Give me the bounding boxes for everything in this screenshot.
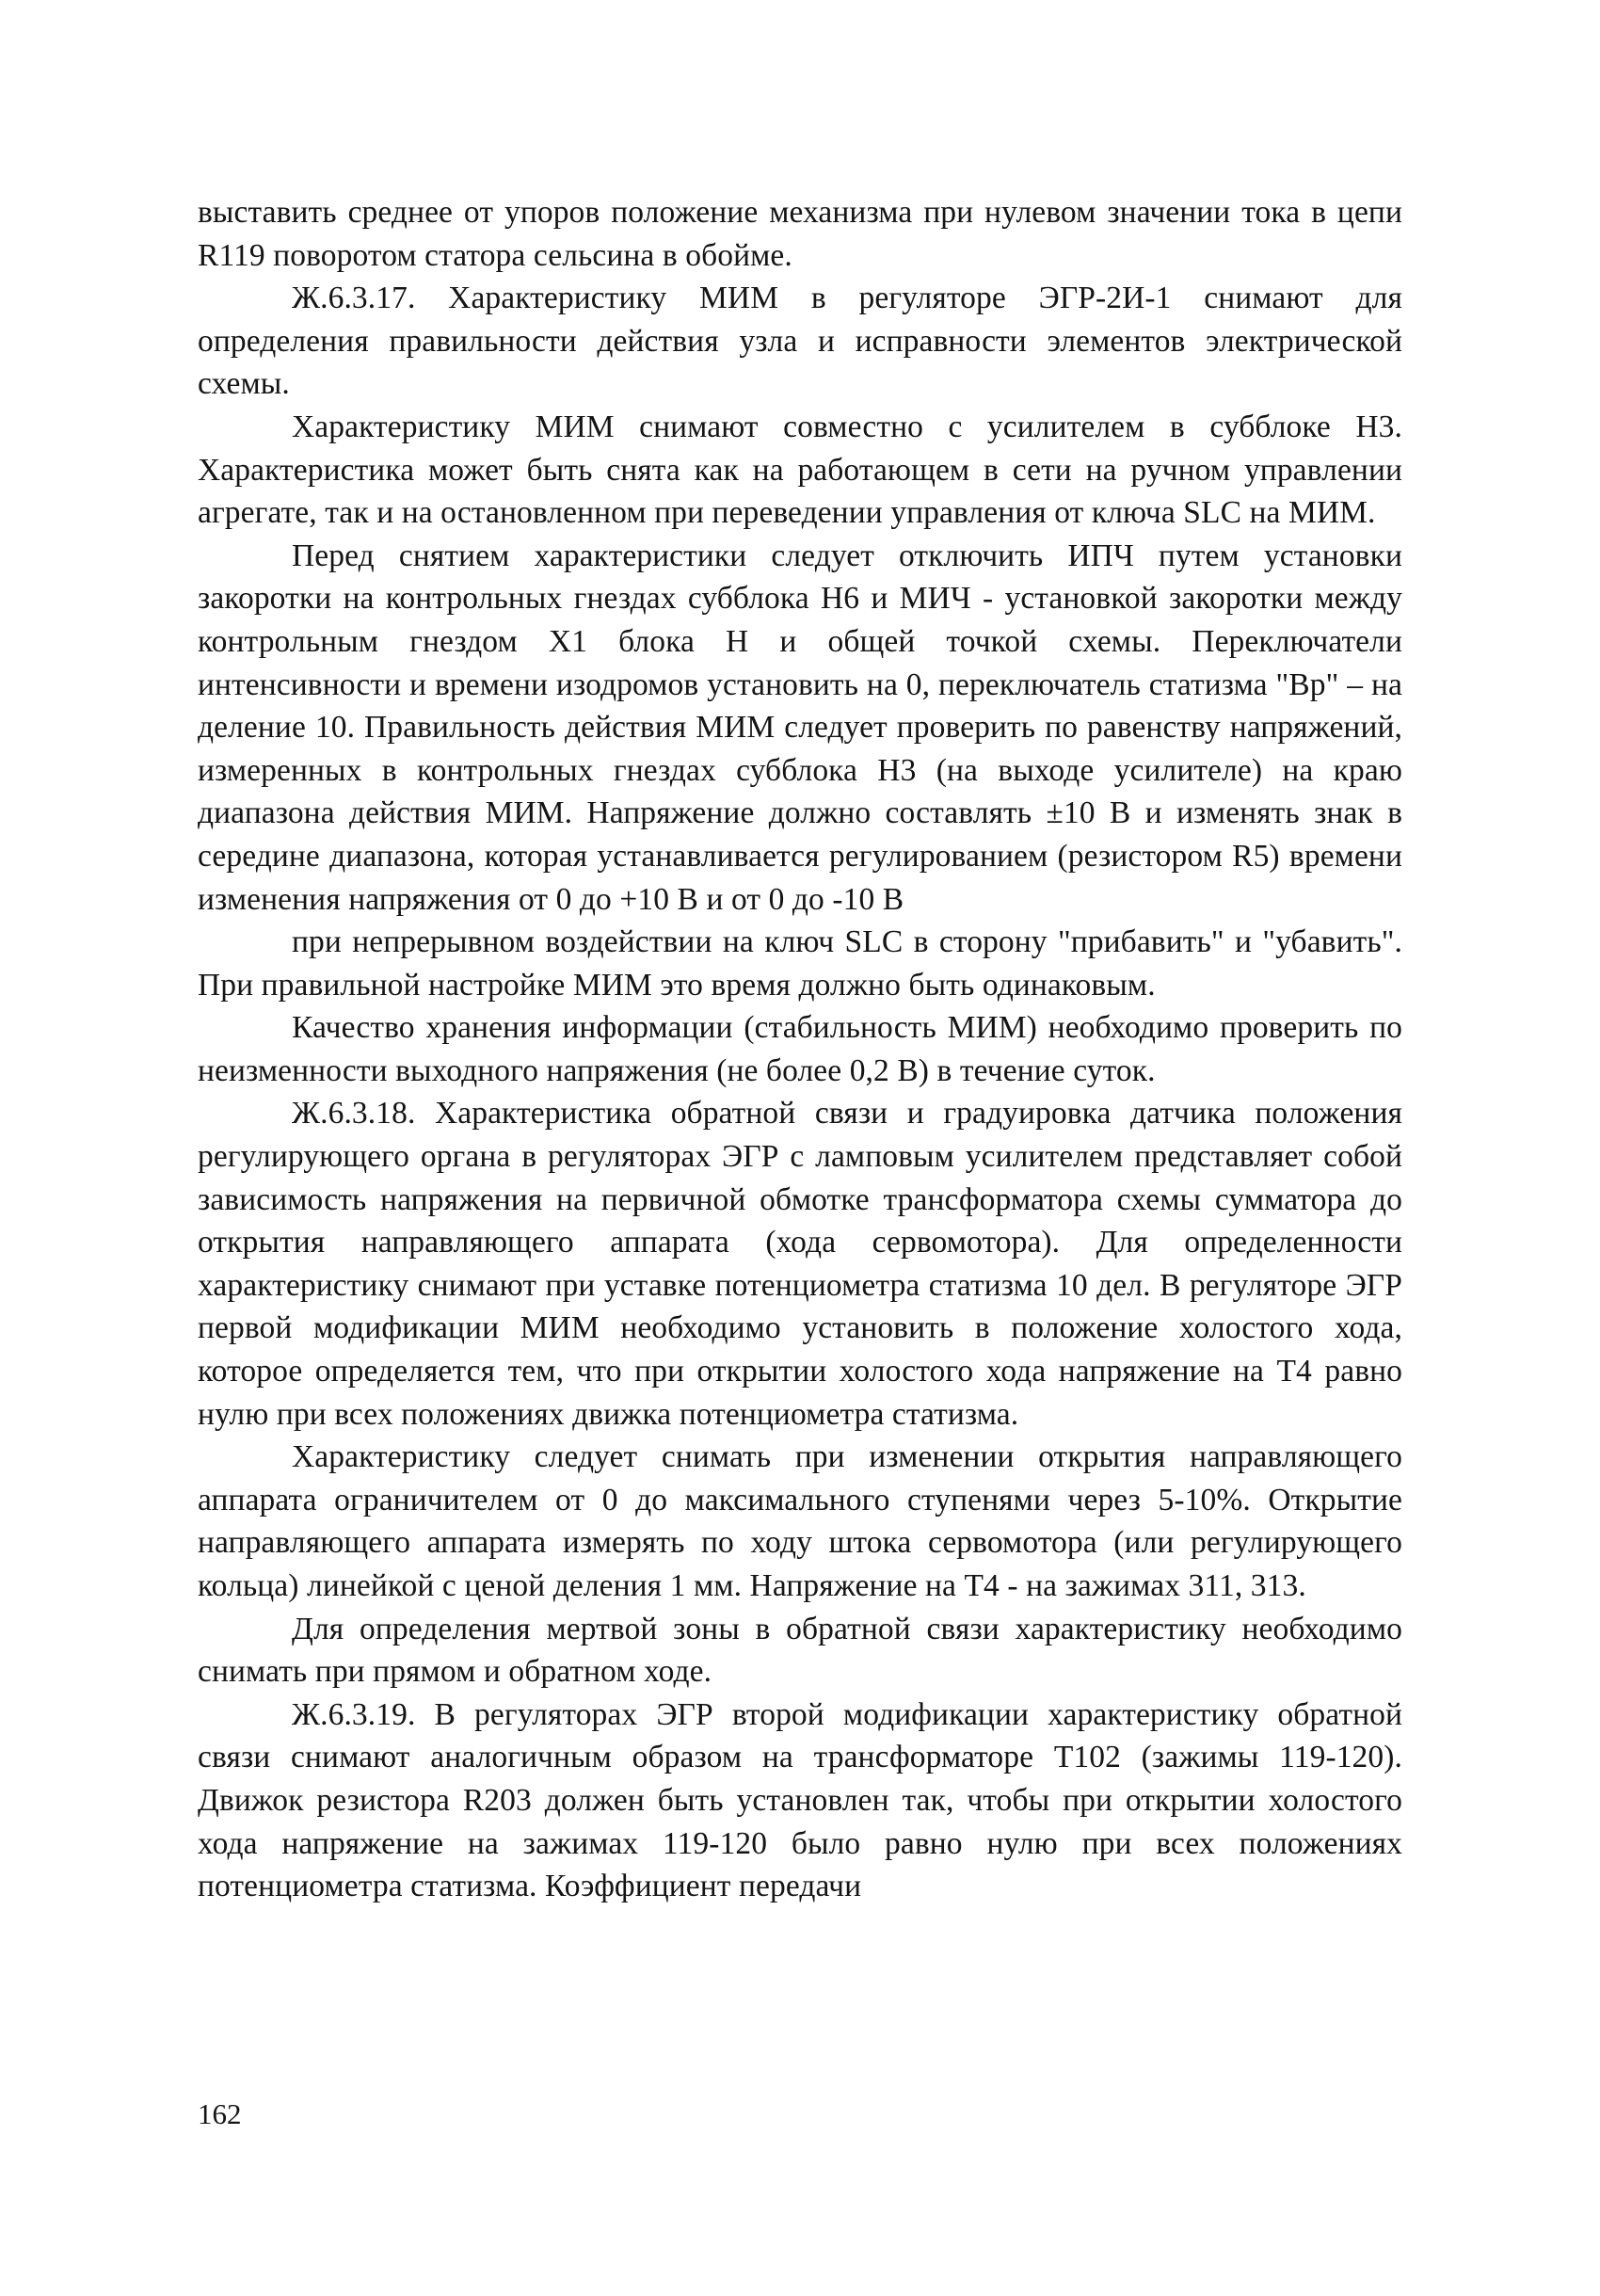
paragraph-continuation: выставить среднее от упоров положение механизма при нулевом значении тока в цепи R119 поворотом статора сельсина в обойме.: [198, 195, 1402, 273]
paragraph-storage-quality: Качество хранения информации (стабильность МИМ) необходимо проверить по неизменности выходного напряжения (не более 0,2 В) в течение суток.: [198, 1010, 1402, 1088]
page-number: 162: [198, 2097, 242, 2130]
paragraph-slc-continuous: при непрерывном воздействии на ключ SLC в сторону "прибавить" и "убавить". При правильной настройке МИМ это время должно быть одинаковым.: [198, 924, 1402, 1003]
paragraph-section-17: Ж.6.3.17. Характеристику МИМ в регуляторе ЭГР-2И-1 снимают для определения правильности действия узла и исправности элементов электрической схемы.: [198, 281, 1402, 402]
paragraph-before-measurement: Перед снятием характеристики следует отключить ИПЧ путем установки закоротки на контрольных гнездах субблока Н6 и МИЧ - установкой закоротки между контрольным гнездом X1 блока Н и общей точкой схемы. Переключатели интенсивности и времени изодромов установить на 0, переключатель статизма "Вр" – на деление 10. Правильность действия МИМ следует проверить по равенству напряжений, измеренных в контрольных гнездах субблока Н3 (на выходе усилителе) на краю диапазона действия МИМ. Напряжение должно составлять ±10 В и изменять знак в середине диапазона, которая устанавливается регулированием (резистором R5) времени изменения напряжения от 0 до +10 В и от 0 до -10 В: [198, 538, 1402, 917]
page-body: [198, 191, 1402, 1908]
paragraph-section-19: Ж.6.3.19. В регуляторах ЭГР второй модификации характеристику обратной связи снимают аналогичным образом на трансформаторе Т102 (зажимы 119-120). Движок резистора R203 должен быть установлен так, чтобы при открытии холостого хода напряжение на зажимах 119-120 было равно нулю при всех положениях потенциометра статизма. Коэффициент передачи: [198, 1696, 1402, 1904]
paragraph-mim-with-amplifier: Характеристику МИМ снимают совместно с усилителем в субблоке Н3. Характеристика может быть снята как на работающем в сети на ручном управлении агрегате, так и на остановленном при переведении управления от ключа SLC на МИМ.: [198, 409, 1402, 531]
paragraph-measurement-procedure: Характеристику следует снимать при изменении открытия направляющего аппарата ограничителем от 0 до максимального ступенями через 5-10%. Открытие направляющего аппарата измерять по ходу штока сервомотора (или регулирующего кольца) линейкой с ценой деления 1 мм. Напряжение на Т4 - на зажимах 311, 313.: [198, 1439, 1402, 1603]
paragraph-section-18: Ж.6.3.18. Характеристика обратной связи и градуировка датчика положения регулирующего органа в регуляторах ЭГР с ламповым усилителем представляет собой зависимость напряжения на первичной обмотке трансформатора схемы сумматора до открытия направляющего аппарата (хода сервомотора). Для определенности характеристику снимают при уставке потенциометра статизма 10 дел. В регуляторе ЭГР первой модификации МИМ необходимо установить в положение холостого хода, которое определяется тем, что при открытии холостого хода напряжение на Т4 равно нулю при всех положениях движка потенциометра статизма.: [198, 1096, 1402, 1432]
paragraph-dead-zone: Для определения мертвой зоны в обратной связи характеристику необходимо снимать при прямом и обратном ходе.: [198, 1611, 1402, 1690]
